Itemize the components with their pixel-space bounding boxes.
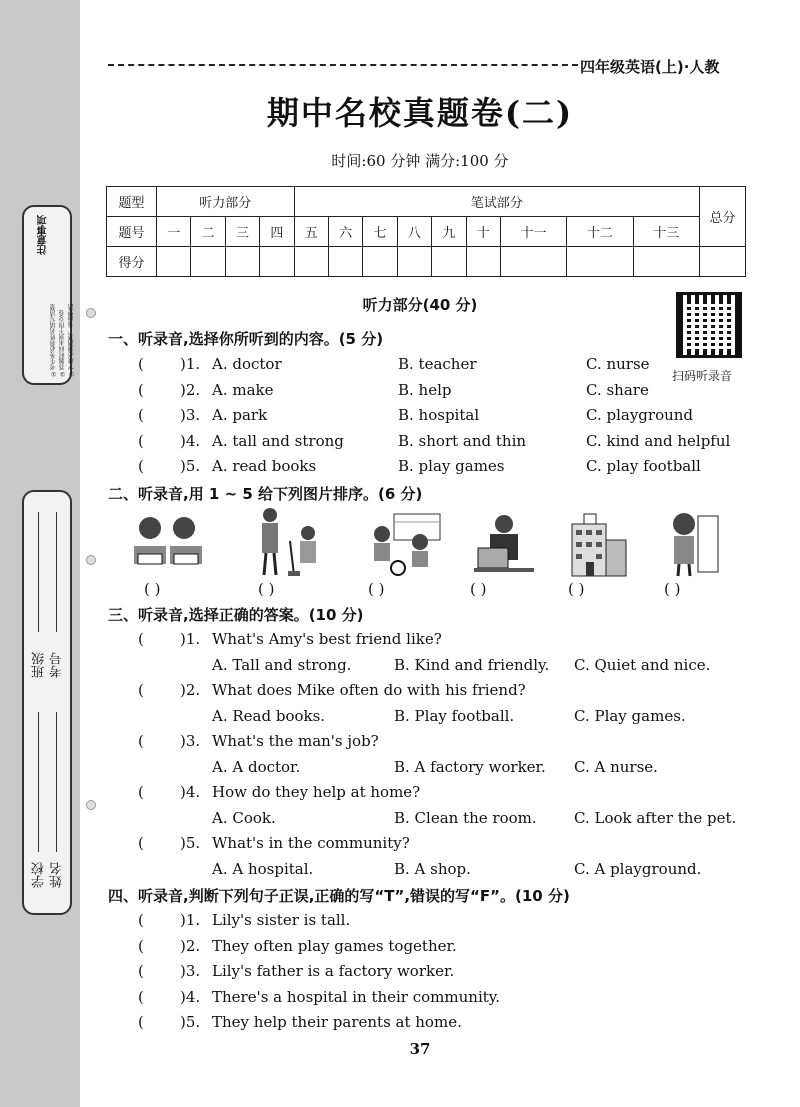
item-number: )3. [180,406,201,424]
section1-title: 一、听录音,选择你所听到的内容。(5 分) [108,330,384,348]
picture-answer-blank[interactable]: ( ) [144,580,161,598]
question-number: 十一 [500,217,566,247]
option-a: A. make [212,381,274,399]
notice-line: ②答题时间未到不得交卷 [59,310,66,377]
option-b: B. hospital [398,406,480,424]
score-label: 得分 [107,247,157,277]
question-number: 七 [363,217,397,247]
option-a: A. Read books. [212,707,326,725]
question-number: 五 [294,217,328,247]
question-text: How do they help at home? [212,783,421,801]
qr-code-icon[interactable] [676,292,742,358]
page-number: 37 [409,1040,431,1058]
type-label: 题型 [107,187,157,217]
qr-label: 扫码听录音 [672,369,733,383]
office-worker-icon [474,510,534,578]
statement-text: Lily's sister is tall. [212,911,351,929]
question-number: 八 [397,217,431,247]
question-number: 三 [225,217,259,247]
notice-line: ①考生务必将姓名填写清楚 [50,304,57,377]
header-dash-line [108,64,578,66]
item-number: )4. [180,432,201,450]
school-label: 学校 [32,862,47,888]
reading-children-icon [128,510,208,578]
item-number: )3. [180,732,201,750]
score-cell[interactable] [191,247,225,277]
item-number: )4. [180,988,201,1006]
option-a: A. tall and strong [212,432,344,450]
option-a: A. park [212,406,268,424]
item-number: )2. [180,381,201,399]
total-label: 总分 [700,187,746,247]
score-cell[interactable] [328,247,362,277]
score-cell[interactable] [294,247,328,277]
option-b: B. Play football. [394,707,515,725]
picture-answer-blank[interactable]: ( ) [258,580,275,598]
option-a: A. A hospital. [212,860,314,878]
exam-number-line[interactable] [56,512,57,632]
option-c: C. Quiet and nice. [574,656,711,674]
option-b: B. teacher [398,355,477,373]
name-label: 姓名 [50,862,65,888]
sweeping-people-icon [250,505,330,578]
question-number: 一 [157,217,191,247]
class-line[interactable] [38,512,39,632]
option-b: B. short and thin [398,432,527,450]
number-label: 题号 [107,217,157,247]
exam-number-label: 考号 [50,652,65,678]
score-cell[interactable] [260,247,294,277]
option-a: A. A doctor. [212,758,301,776]
written-part-label: 笔试部分 [294,187,699,217]
student-info-box [22,490,72,915]
girl-at-blackboard-icon [664,510,720,578]
option-a: A. Cook. [212,809,276,827]
option-c: C. Look after the pet. [574,809,737,827]
option-b: B. A shop. [394,860,471,878]
listening-part-label: 听力部分 [157,187,295,217]
question-number: 十 [466,217,500,247]
option-b: B. play games [398,457,505,475]
picture-answer-blank[interactable]: ( ) [470,580,487,598]
picture-answer-blank[interactable]: ( ) [664,580,681,598]
option-b: B. Clean the room. [394,809,537,827]
option-c: C. A nurse. [574,758,658,776]
notice-line: ③字迹必须清楚，卷面整洁 [68,304,75,377]
question-number: 十二 [567,217,633,247]
score-table [106,186,746,277]
score-cell[interactable] [397,247,431,277]
statement-text: They help their parents at home. [212,1013,462,1031]
question-number: 六 [328,217,362,247]
section3-title: 三、听录音,选择正确的答案。(10 分) [108,606,364,624]
item-number: )5. [180,457,201,475]
hospital-building-icon [566,510,630,578]
question-text: What's the man's job? [212,732,379,750]
item-number: )4. [180,783,201,801]
option-c: C. play football [586,457,701,475]
question-number: 二 [191,217,225,247]
score-cell[interactable] [432,247,466,277]
section2-title: 二、听录音,用 1 ~ 5 给下列图片排序。(6 分) [108,485,423,503]
playing-football-icon [364,510,444,578]
score-cell[interactable] [225,247,259,277]
picture-answer-blank[interactable]: ( ) [368,580,385,598]
question-number: 十三 [633,217,699,247]
notice-title: 注意事项 [38,215,49,255]
item-number: )1. [180,355,201,373]
listening-section-header: 听力部分(40 分) [362,296,478,314]
name-line[interactable] [56,712,57,852]
score-cell[interactable] [500,247,566,277]
item-number: )2. [180,937,201,955]
statement-text: They often play games together. [212,937,457,955]
score-cell[interactable] [633,247,699,277]
option-b: B. Kind and friendly. [394,656,550,674]
question-text: What's in the community? [212,834,410,852]
item-number: )3. [180,962,201,980]
time-info: 时间:60 分钟 满分:100 分 [331,152,509,170]
item-number: )1. [180,911,201,929]
question-number: 四 [260,217,294,247]
picture-answer-blank[interactable]: ( ) [568,580,585,598]
school-line[interactable] [38,712,39,852]
item-number: )2. [180,681,201,699]
option-c: C. A playground. [574,860,702,878]
class-label: 班级 [32,652,47,678]
statement-text: Lily's father is a factory worker. [212,962,455,980]
section4-title: 四、听录音,判断下列句子正误,正确的写“T”,错误的写“F”。(10 分) [108,887,570,905]
option-a: A. Tall and strong. [212,656,352,674]
total-score-cell[interactable] [700,247,746,277]
question-number: 九 [432,217,466,247]
binding-dot [86,800,96,810]
item-number: )1. [180,630,201,648]
score-cell[interactable] [466,247,500,277]
option-c: C. kind and helpful [586,432,731,450]
option-a: A. doctor [212,355,282,373]
statement-text: There's a hospital in their community. [212,988,501,1006]
page-title: 期中名校真题卷(二) [266,94,574,132]
binding-dot [86,555,96,565]
option-b: B. A factory worker. [394,758,546,776]
score-cell[interactable] [363,247,397,277]
option-a: A. read books [212,457,317,475]
score-cell[interactable] [567,247,633,277]
score-cell[interactable] [157,247,191,277]
option-c: C. nurse [586,355,650,373]
option-c: C. Play games. [574,707,686,725]
grade-book-label: 四年级英语(上)·人教 [580,58,720,76]
item-number: )5. [180,834,201,852]
option-c: C. share [586,381,649,399]
question-text: What's Amy's best friend like? [212,630,442,648]
item-number: )5. [180,1013,201,1031]
question-text: What does Mike often do with his friend? [212,681,526,699]
option-b: B. help [398,381,452,399]
option-c: C. playground [586,406,694,424]
